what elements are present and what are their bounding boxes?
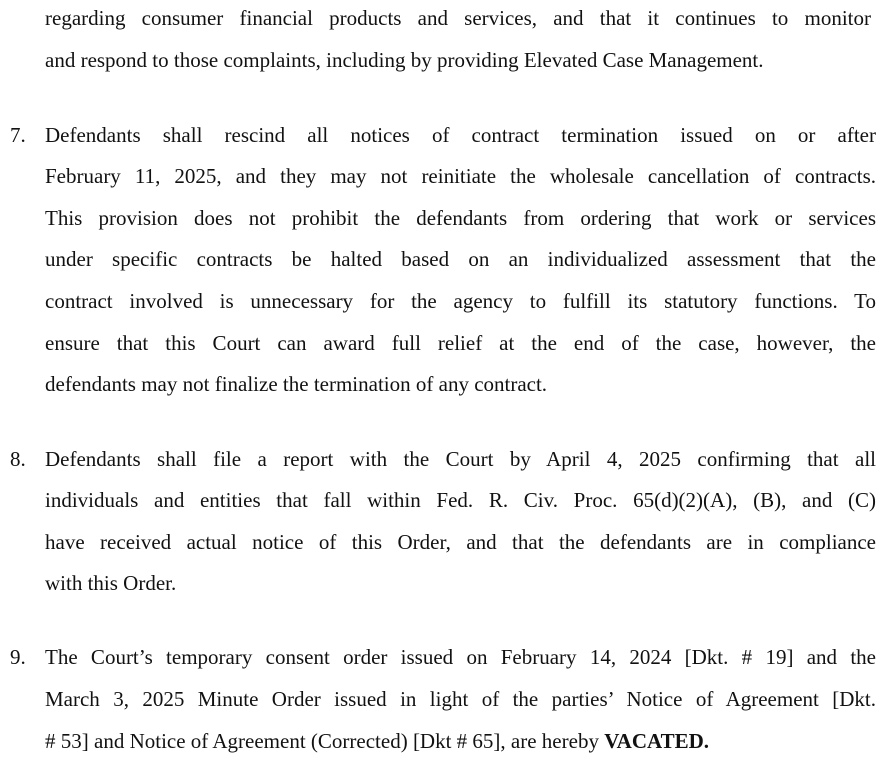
item-9-line-3 — [45, 731, 709, 752]
item-9-line-3-text: # 53] and Notice of Agreement (Corrected) [Dkt # 65], are hereby — [45, 729, 605, 753]
item-7-line-5: contract involved is unnecessary for the agency to fulfill its statutory functions. To — [45, 289, 876, 313]
vacated-emphasis: VACATED. — [604, 729, 710, 753]
item-9-line-1: The Court’s temporary consent order issued on February 14, 2024 [Dkt. # 19] and the — [45, 645, 876, 669]
item-number-9: 9. — [10, 645, 26, 669]
item-8-line-2: individuals and entities that fall within Fed. R. Civ. Proc. 65(d)(2)(A), (B), and (C) — [45, 488, 876, 512]
intro-line-2: and respond to those complaints, including by providing Elevated Case Management. — [45, 48, 764, 72]
item-8-line-3: have received actual notice of this Order, and that the defendants are in compliance — [45, 530, 876, 554]
item-9-line-2: March 3, 2025 Minute Order issued in light of the parties’ Notice of Agreement [Dkt. — [45, 687, 876, 711]
intro-line-1: regarding consumer financial products and services, and that it continues to monitor — [45, 6, 871, 30]
item-number-7: 7. — [10, 123, 26, 147]
item-7-line-2: February 11, 2025, and they may not reinitiate the wholesale cancellation of contracts. — [45, 164, 876, 188]
item-7-line-1: Defendants shall rescind all notices of contract termination issued on or after — [45, 123, 876, 147]
item-7-line-4: under specific contracts be halted based on an individualized assessment that the — [45, 247, 876, 271]
item-number-8: 8. — [10, 447, 26, 471]
item-8-line-4: with this Order. — [45, 571, 177, 595]
item-7-line-3: This provision does not prohibit the defendants from ordering that work or services — [45, 206, 876, 230]
item-7-line-6: ensure that this Court can award full relief at the end of the case, however, the — [45, 331, 876, 355]
item-7-line-7: defendants may not finalize the termination of any contract. — [45, 372, 548, 396]
item-8-line-1: Defendants shall file a report with the Court by April 4, 2025 confirming that all — [45, 447, 876, 471]
